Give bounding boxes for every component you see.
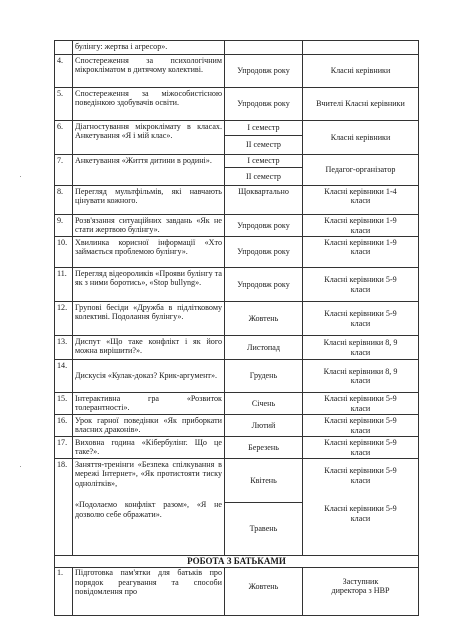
activity-cell: Дискусія «Кулак-доказ? Крик-аргумент».	[73, 360, 225, 393]
row-number: 15.	[55, 393, 73, 415]
responsible-cell: Класні керівники 8, 9 класи	[303, 336, 419, 360]
binding-mark	[20, 466, 21, 467]
table-row	[55, 215, 419, 237]
activity-cell	[73, 459, 225, 556]
activity-cell: Інтерактивна гра «Розвиток толерантності».	[73, 393, 225, 415]
responsible-cell: Педагог-організатор	[303, 155, 419, 186]
term-cell: Упродовж року	[225, 88, 303, 121]
activity-cell: Диспут «Що таке конфлікт і як його можна вирішити?».	[73, 336, 225, 360]
term-cell: Лютий	[225, 415, 303, 437]
row-number: 12.	[55, 302, 73, 336]
table-row	[55, 41, 419, 55]
responsible-april: Класні керівники 5-9 класи	[324, 466, 397, 485]
table-row	[55, 121, 419, 155]
responsible-cell: Класні керівники	[303, 121, 419, 155]
table-row	[55, 567, 419, 615]
responsible-cell: Класні керівники 1-4 класи	[303, 186, 419, 215]
responsible-cell	[303, 459, 419, 556]
responsible-cell: Вчителі Класні керівники	[303, 88, 419, 121]
responsible-cell: Класні керівники 8, 9 класи	[303, 360, 419, 393]
term-semester-1: І семестр	[247, 156, 280, 165]
table-row	[55, 393, 419, 415]
activity-cell: Перегляд відеороликів «Прояви булінгу та як з ними боротись», «Stop bullyng».	[73, 268, 225, 302]
activity-cell: Виховна година «Кібербулінг. Що це таке?».	[73, 437, 225, 459]
row-number: 11.	[55, 268, 73, 302]
term-semester-2: ІІ семестр	[225, 167, 302, 185]
activity-cell: булінгу: жертва і агресор».	[73, 41, 225, 55]
binding-mark	[20, 176, 21, 177]
activity-cell: Хвилинка корисної інформації «Хто займається проблемою булінгу».	[73, 237, 225, 268]
row-number: 16.	[55, 415, 73, 437]
row-number: 6.	[55, 121, 73, 155]
activity-cell: Підготовка пам'ятки для батьків про порядок реагування та способи повідомлення про	[73, 567, 225, 615]
table-row	[55, 415, 419, 437]
table-row	[55, 237, 419, 268]
activity-cell: Анкетування «Життя дитини в родині».	[73, 155, 225, 186]
activity-plan-table	[54, 40, 419, 616]
responsible-cell: Класні керівники 5-9 класи	[303, 268, 419, 302]
term-cell	[225, 155, 303, 186]
activity-cell: Групові бесіди «Дружба в підлітковому колективі. Подолання булінгу».	[73, 302, 225, 336]
term-cell: Жовтень	[225, 302, 303, 336]
term-cell: Січень	[225, 393, 303, 415]
table-row	[55, 55, 419, 88]
row-number: 10.	[55, 237, 73, 268]
section-header-row	[55, 556, 419, 568]
table-row	[55, 302, 419, 336]
term-cell	[225, 459, 303, 556]
term-semester-1: І семестр	[247, 123, 280, 132]
responsible-cell: Класні керівники 5-9 класи	[303, 437, 419, 459]
row-number: 14.	[55, 360, 73, 393]
row-number: 1.	[55, 567, 73, 615]
activity-cell: Спостереження за міжособистісною поведінкою здобувачів освіти.	[73, 88, 225, 121]
row-number: 13.	[55, 336, 73, 360]
table-row	[55, 186, 419, 215]
term-cell: Упродовж року	[225, 215, 303, 237]
table-row	[55, 336, 419, 360]
activity-cell: Урок гарної поведінки «Як приборкати власних драконів».	[73, 415, 225, 437]
activity-cell: Діагностування мікроклімату в класах. Анкетування «Я і мій клас».	[73, 121, 225, 155]
activity-part-2: «Подолаємо конфлікт разом», «Я не дозволю себе ображати».	[75, 500, 222, 519]
row-number: 18.	[55, 459, 73, 556]
term-cell	[225, 121, 303, 155]
table-row	[55, 88, 419, 121]
term-may: Травень	[225, 502, 302, 555]
responsible-cell: Заступник директора з НВР	[303, 567, 419, 615]
row-number	[55, 41, 73, 55]
activity-cell: Розв'язання ситуаційних завдань «Як не стати жертвою булінгу».	[73, 215, 225, 237]
responsible-cell: Класні керівники 1-9 класи	[303, 215, 419, 237]
responsible-cell: Класні керівники 5-9 класи	[303, 393, 419, 415]
term-cell: Щоквартально	[225, 186, 303, 215]
responsible-may: Класні керівники 5-9 класи	[324, 504, 397, 523]
table-row	[55, 459, 419, 556]
table-row	[55, 155, 419, 186]
activity-cell: Спостереження за психологічним мікрокліматом в дитячому колективі.	[73, 55, 225, 88]
row-number: 7.	[55, 155, 73, 186]
row-number: 5.	[55, 88, 73, 121]
responsible-cell	[303, 41, 419, 55]
table-row	[55, 437, 419, 459]
responsible-cell: Класні керівники	[303, 55, 419, 88]
term-cell: Листопад	[225, 336, 303, 360]
row-number: 17.	[55, 437, 73, 459]
term-cell: Упродовж року	[225, 237, 303, 268]
row-number: 9.	[55, 215, 73, 237]
section-title: РОБОТА З БАТЬКАМИ	[55, 556, 419, 568]
activity-part-1: Заняття-тренінги «Безпека спілкування в мережі Інтернет», «Як протистояти тиску однолітків»,	[75, 459, 222, 488]
table-row	[55, 268, 419, 302]
term-cell: Грудень	[225, 360, 303, 393]
term-semester-2: ІІ семестр	[225, 135, 302, 154]
term-cell: Упродовж року	[225, 55, 303, 88]
responsible-cell: Класні керівники 5-9 класи	[303, 302, 419, 336]
row-number: 8.	[55, 186, 73, 215]
term-cell: Березень	[225, 437, 303, 459]
table-row	[55, 360, 419, 393]
term-april: Квітень	[250, 476, 277, 485]
term-cell: Упродовж року	[225, 268, 303, 302]
responsible-cell: Класні керівники 5-9 класи	[303, 415, 419, 437]
term-cell	[225, 41, 303, 55]
activity-cell: Перегляд мультфільмів, які навчають цінувати кожного.	[73, 186, 225, 215]
term-cell: Жовтень	[225, 567, 303, 615]
row-number: 4.	[55, 55, 73, 88]
responsible-cell: Класні керівники 1-9 класи	[303, 237, 419, 268]
